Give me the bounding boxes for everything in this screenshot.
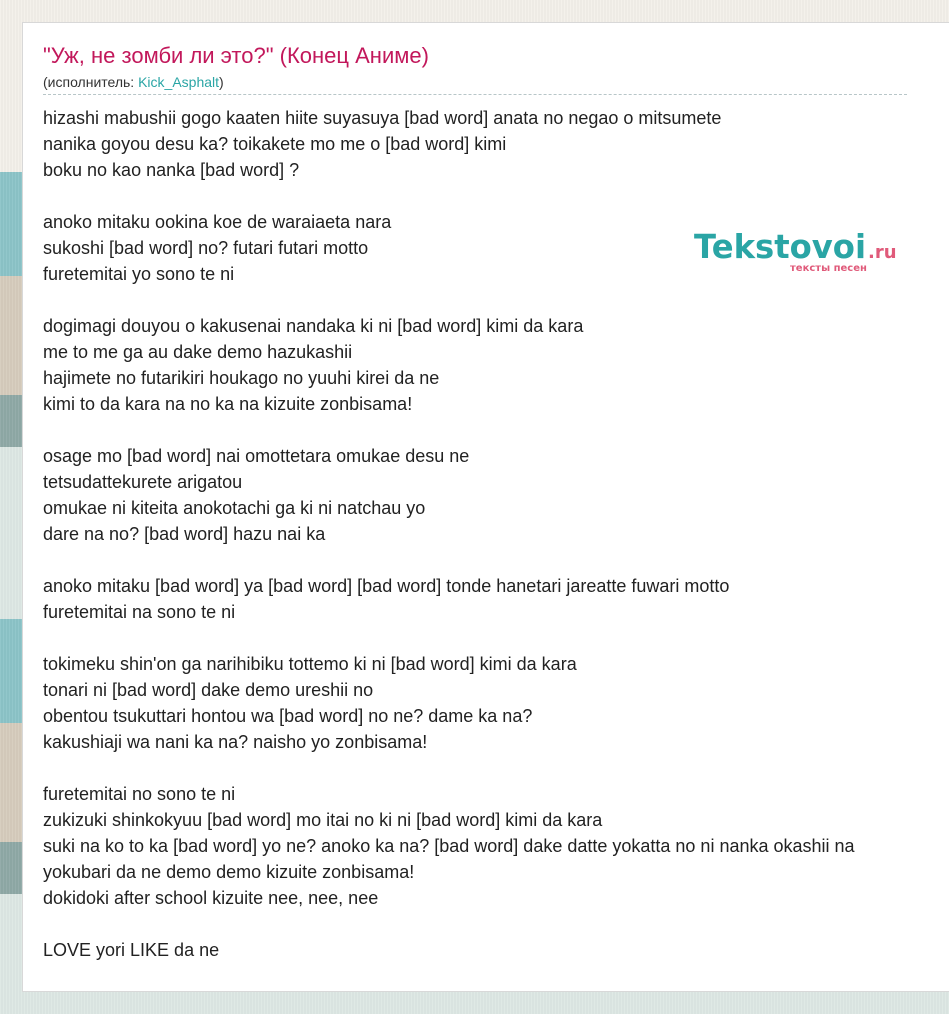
logo-main-text: Tekstovoi: [694, 227, 866, 266]
logo-tagline-text: тексты песен: [790, 263, 867, 274]
artist-prefix: (исполнитель:: [43, 74, 139, 90]
artist-line: [43, 74, 224, 90]
header-divider: [43, 94, 907, 95]
logo-suffix-text: .ru: [868, 242, 897, 263]
lyrics-card: [22, 22, 949, 992]
site-logo[interactable]: [694, 224, 924, 274]
artist-link[interactable]: Kick_Asphalt: [138, 74, 220, 90]
artist-suffix: ): [219, 74, 224, 90]
song-title: "Уж, не зомби ли это?" (Конец Аниме): [43, 43, 429, 68]
lyrics-text: hizashi mabushii gogo kaaten hiite suyasuya [bad word] anata no negao o mitsumete nanika goyou desu ka? toikakete mo me o [bad word] kimi boku no kao nanka [bad word] ? anoko mitaku ookina koe de waraiaeta nara sukoshi [bad word] no? futari futari motto furetemitai yo sono te ni dogimagi douyou o kakusenai nandaka ki ni [bad word] kimi da kara me to me ga au dake demo hazukashii hajimete no futarikiri houkago no yuuhi kirei da ne kimi to da kara na no ka na kizuite zonbisama! osage mo [bad word] nai omottetara omukae desu ne tetsudattekurete arigatou omukae ni kiteita anokotachi ga ki ni natchau yo dare na no? [bad word] hazu nai ka anoko mitaku [bad word] ya [bad word] [bad word] tonde hanetari jareatte fuwari motto furetemitai na sono te ni tokimeku shin'on ga narihibiku tottemo ki ni [bad word] kimi da kara tonari ni [bad word] dake demo ureshii no obentou tsukuttari hontou wa [bad word] no ne? dame ka na? kakushiaji wa nani ka na? naisho yo zonbisama! furetemitai no sono te ni zukizuki shinkokyuu [bad word] mo itai no ki ni [bad word] kimi da kara suki na ko to ka [bad word] yo ne? anoko ka na? [bad word] dake datte yokatta no ni nanka okashii na yokubari da ne demo demo kizuite zonbisama! dokidoki after school kizuite nee, nee, nee LOVE yori LIKE da ne: [43, 108, 855, 960]
